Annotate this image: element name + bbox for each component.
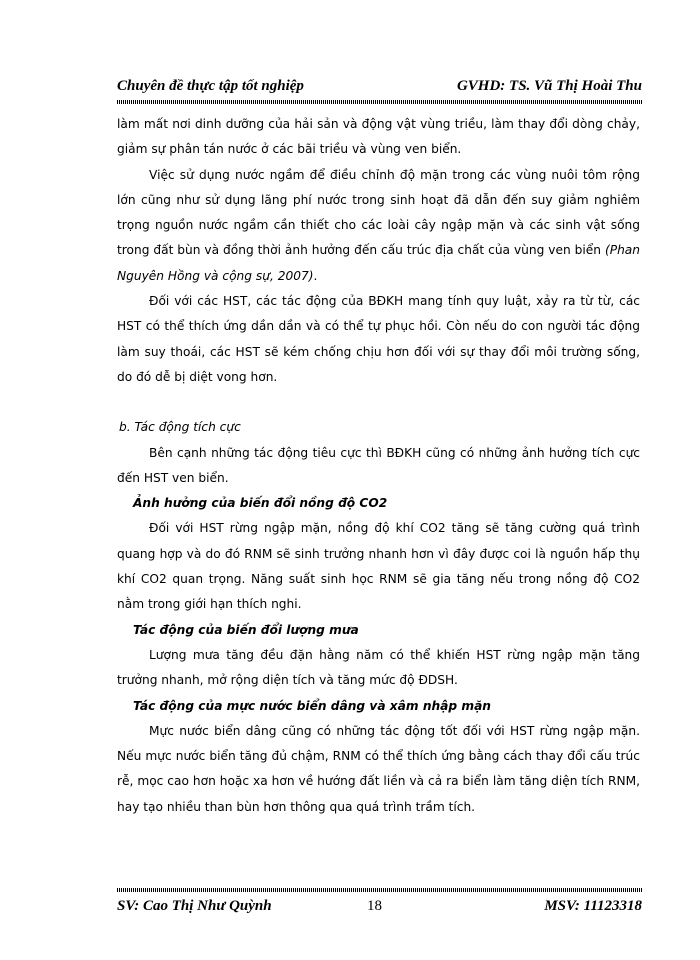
paragraph-co2: Đối với HST rừng ngập mặn, nồng độ khí CO2 tăng sẽ tăng cường quá trình quang hợp và do đó RNM sẽ sinh trưởng nhanh hơn vì đây được coi là nguồn hấp thụ khí CO2 quan trọng. Năng suất sinh học RNM sẽ gia tăng nếu trong nồng độ CO2 nằm trong giới hạn thích nghi. [117,521,640,612]
paragraph-adaptation: Đối với các HST, các tác động của BĐKH mang tính quy luật, xảy ra từ từ, các HST có thể thích ứng dần dần và có thể tự phục hồi. Còn nếu do con người tác động làm suy thoái, các HST sẽ kém chống chịu hơn đối với sự thay đổi môi trường sống, do đó dễ bị diệt vong hơn. [117,294,640,384]
heading-rainfall: Tác động của biến đổi lượng mưa [133,622,359,637]
paragraph-end: . [313,268,318,283]
spacer [117,390,640,415]
page-footer [117,898,642,920]
page-number: 18 [367,898,382,914]
page-header [117,78,642,100]
page-body [117,112,640,820]
paragraph-sea-level: Mực nước biển dâng cũng có những tác động tốt đối với HST rừng ngập mặn. Nếu mực nước biển tăng đủ chậm, RNM có thể thích ứng bằng cách thay đổi cấu trúc rễ, mọc cao hơn hoặc xa hơn về hướng đất liền và cả ra biển làm tăng diện tích RNM, hay tạo nhiều than bùn hơn thông qua quá trình trầm tích. [117,723,640,814]
header-rule [117,100,642,104]
section-heading-b: b. Tác động tích cực [119,420,241,435]
paragraph-text: Việc sử dụng nước ngầm để điều chỉnh độ mặn trong các vùng nuôi tôm rộng lớn cũng như sử dụng lãng phí nước trong sinh hoạt đã dẫn đến suy giảm nghiêm trọng nguồn nước ngầm cần thiết cho các loài cây ngập mặn và các sinh vật sống trong đất bùn và đồng thời ảnh hưởng đến cấu trúc địa chất của vùng ven biển [117,167,640,258]
header-title: Chuyên đề thực tập tốt nghiệp [117,78,304,94]
header-supervisor: GVHD: TS. Vũ Thị Hoài Thu [456,78,642,94]
paragraph-groundwater [117,163,640,289]
heading-sea-level: Tác động của mực nước biển dâng và xâm nhập mặn [133,698,491,713]
footer-rule [117,888,642,892]
footer-student-id: MSV: 11123318 [544,898,642,914]
citation: (Phan Nguyên Hồng và cộng sự, 2007) [117,243,640,283]
footer-student: SV: Cao Thị Như Quỳnh [117,898,272,914]
heading-co2: Ảnh hưởng của biến đổi nồng độ CO2 [133,496,388,511]
paragraph-rainfall: Lượng mưa tăng đều đặn hằng năm có thể khiến HST rừng ngập mặn tăng trưởng nhanh, mở rộng diện tích và tăng mức độ ĐDSH. [117,647,640,688]
paragraph-continuation: làm mất nơi dinh dưỡng của hải sản và động vật vùng triều, làm thay đổi dòng chảy, giảm sự phân tán nước ở các bãi triều và vùng ven biển. [117,117,640,157]
paragraph-positive-intro: Bên cạnh những tác động tiêu cực thì BĐKH cũng có những ảnh hưởng tích cực đến HST ven biển. [117,445,640,485]
